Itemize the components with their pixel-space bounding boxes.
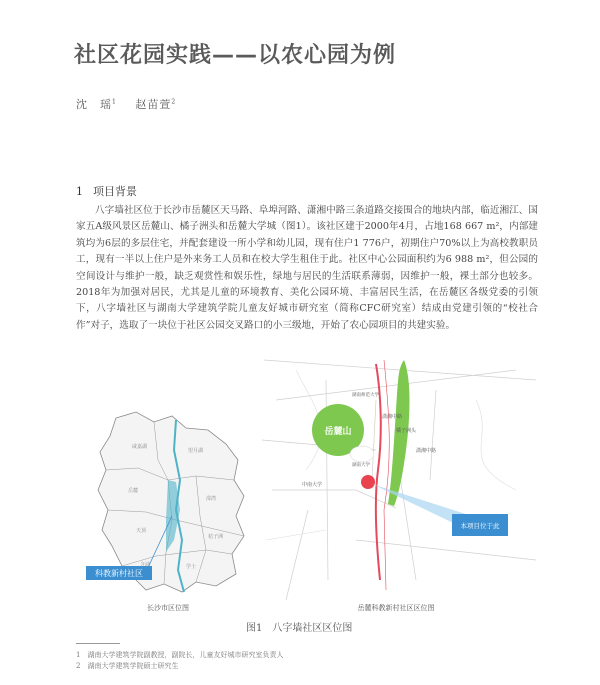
callout-label: 本项目位于此 [460,522,500,530]
author-1-footnote-mark: 1 [112,98,117,106]
road-label: 潇湘中路 [416,448,437,454]
district-label: 学士 [186,564,197,570]
place-label: 中南大学 [302,482,323,488]
district-label: 咸嘉湖 [132,444,148,450]
district-label: 天顶 [136,528,147,534]
location-figure [76,340,540,620]
highlight-label: 科教新村社区 [95,569,143,578]
article-title: 社区花园实践——以农心园为例 [74,43,397,68]
section-number: 1 [76,185,83,198]
district-label: 含浦 [140,562,151,568]
place-label: 湖南大学 [352,463,370,468]
author-2: 赵苗萱 [135,98,172,111]
left-map-caption: 长沙市区位图 [147,604,189,612]
right-map [262,360,536,612]
right-map-caption: 岳麓科教新村社区区位图 [357,604,435,612]
section-title: 项目背景 [93,185,137,198]
footnote: 1 湖南大学建筑学院副教授，副院长，儿童友好城市研究室负责人 [76,651,284,659]
place-label: 湖南师范大学 [352,393,379,398]
river-edge-line [384,360,389,590]
section-heading [76,183,137,199]
body-text [76,203,538,334]
road-label: 潇湘中路 [382,414,403,420]
district-label: 望月湖 [188,448,204,454]
project-site-marker [361,475,375,489]
footnote: 2 湖南大学建筑学院硕士研究生 [76,662,179,670]
district-label: 溁湾 [206,496,217,502]
district-label: 桔子洲 [208,534,224,540]
footnote-rule [76,643,120,644]
authors [76,96,176,112]
location-maps-svg [76,340,540,620]
left-map [86,412,244,612]
hunan-university-area [350,446,374,462]
figure-caption: 图1 八字墙社区区位图 [246,623,353,634]
place-label: 橘子洲头 [396,428,417,434]
author-1: 沈 瑶 [76,98,112,111]
district-label: 岳麓 [128,488,139,494]
body-paragraph: 八字墙社区位于长沙市岳麓区天马路、阜埠河路、潇湘中路三条道路交接围合的地块内部，临近湘江、国家五A级风景区岳麓山、橘子洲头和岳麓大学城（图1）。该社区建于2000年4月，占地168 667 m²，内部建筑均为6层的多层住宅，并配套建设一所小学和幼儿园，现有住户1 776户，初期住户70%以上为高校教职员工，现有一半以上住户是外来务工人员和在校大学生租住于此。社区中心公园面积约为6 988 m²，但公园的空间设计与维护一般，缺乏观赏性和娱乐性，绿地与居民的生活联系薄弱，因维护一般，裸土部分也较多。2018年为加强对居民，尤其是儿童的环境教育、美化公园环境、丰富居民生活，在岳麓区各级党委的引领下，八字墙社区与湖南大学建筑学院儿童友好城市研究室（简称CFC研究室）结成由党建引领的“校社合作”对子，选取了一块位于社区公园交叉路口的小三级地，开始了农心园项目的共建实验。 [76,205,538,331]
author-2-footnote-mark: 2 [171,98,177,106]
mountain-label: 岳麓山 [324,427,352,437]
